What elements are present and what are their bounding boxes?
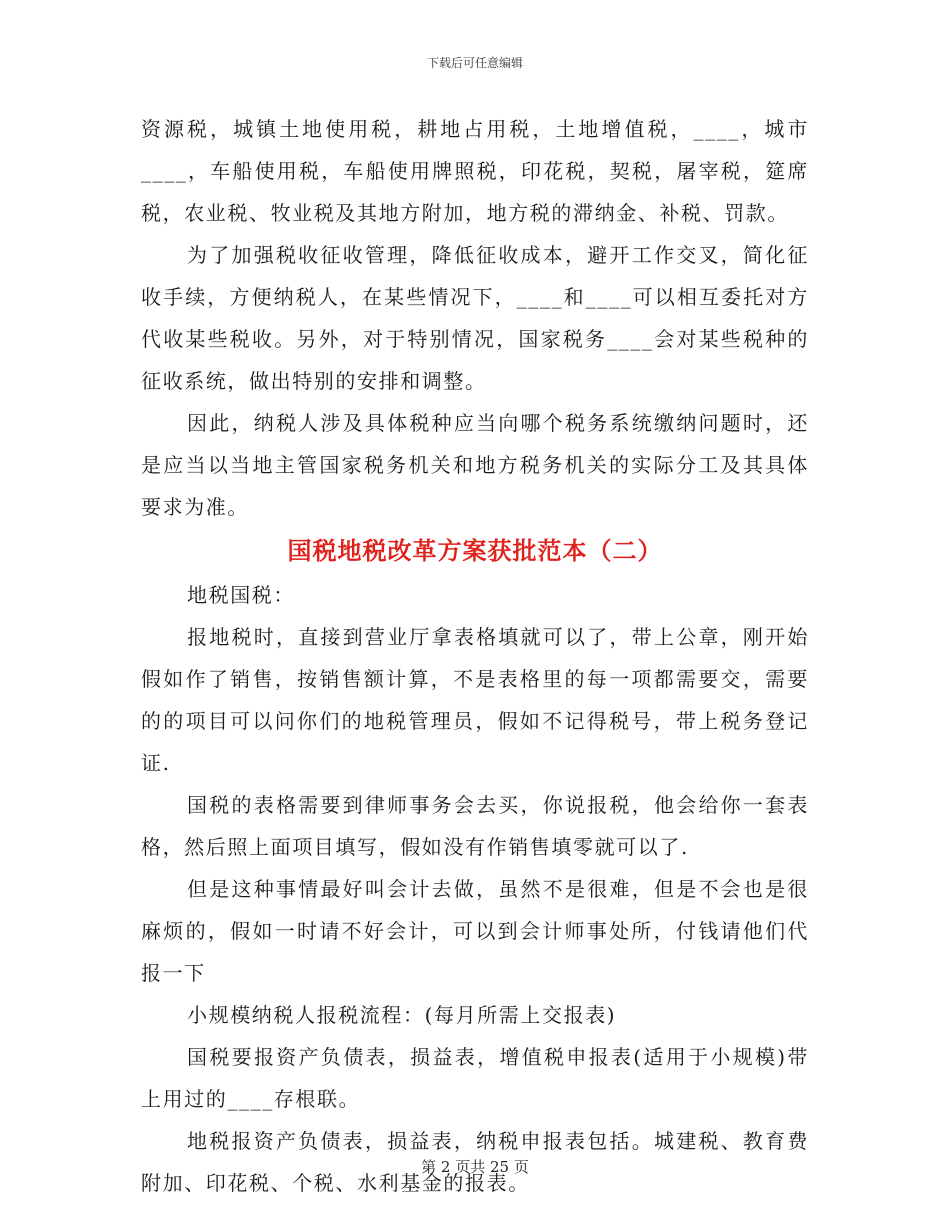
paragraph-national-tax-reports: 国税要报资产负债表，损益表，增值税申报表(适用于小规模)带上用过的____存根联。 — [141, 1045, 809, 1111]
paragraph-subheading: 地税国税： — [187, 583, 295, 607]
page-header: 下载后可任意编辑 — [426, 56, 523, 70]
document-body — [141, 108, 809, 1204]
paragraph-accountant-advice: 但是这种事情最好叫会计去做，虽然不是很难，但是不会也是很麻烦的，假如一时请不好会计，可以到会计师事处所，付钱请他们代报一下 — [141, 877, 809, 985]
paragraph-small-scale-process: 小规模纳税人报税流程：(每月所需上交报表) — [187, 1003, 617, 1027]
paragraph-local-tax-reports: 地税报资产负债表，损益表，纳税申报表包括。城建税、教育费附加、印花税、个税、水利基金的报表。 — [141, 1129, 809, 1195]
paragraph-national-tax-forms: 国税的表格需要到律师事务会去买，你说报税，他会给你一套表格，然后照上面项目填写，假如没有作销售填零就可以了. — [141, 793, 809, 859]
paragraph-tax-list: 资源税，城镇土地使用税，耕地占用税，土地增值税，____，城市____，车船使用税，车船使用牌照税，印花税，契税，屠宰税，筵席税，农业税、牧业税及其地方附加，地方税的滞纳金、补税、罚款。 — [141, 117, 809, 225]
page-number: 第 2 页共 25 页 — [421, 1158, 529, 1176]
paragraph-local-tax-filing: 报地税时，直接到营业厅拿表格填就可以了，带上公章，刚开始假如作了销售，按销售额计算，不是表格里的每一项都需要交，需要的的项目可以问你们的地税管理员，假如不记得税号，带上税务登记证. — [141, 625, 809, 775]
paragraph-mutual-commission: 为了加强税收征收管理，降低征收成本，避开工作交叉，简化征收手续，方便纳税人，在某些情况下，____和____可以相互委托对方代收某些税收。另外，对于特别情况，国家税务____会对某些税种的征收系统，做出特别的安排和调整。 — [141, 243, 809, 393]
paragraph-conclusion: 因此，纳税人涉及具体税种应当向哪个税务系统缴纳问题时，还是应当以当地主管国家税务机关和地方税务机关的实际分工及其具体要求为准。 — [141, 411, 809, 519]
section-title: 国税地税改革方案获批范本（二） — [287, 536, 663, 565]
